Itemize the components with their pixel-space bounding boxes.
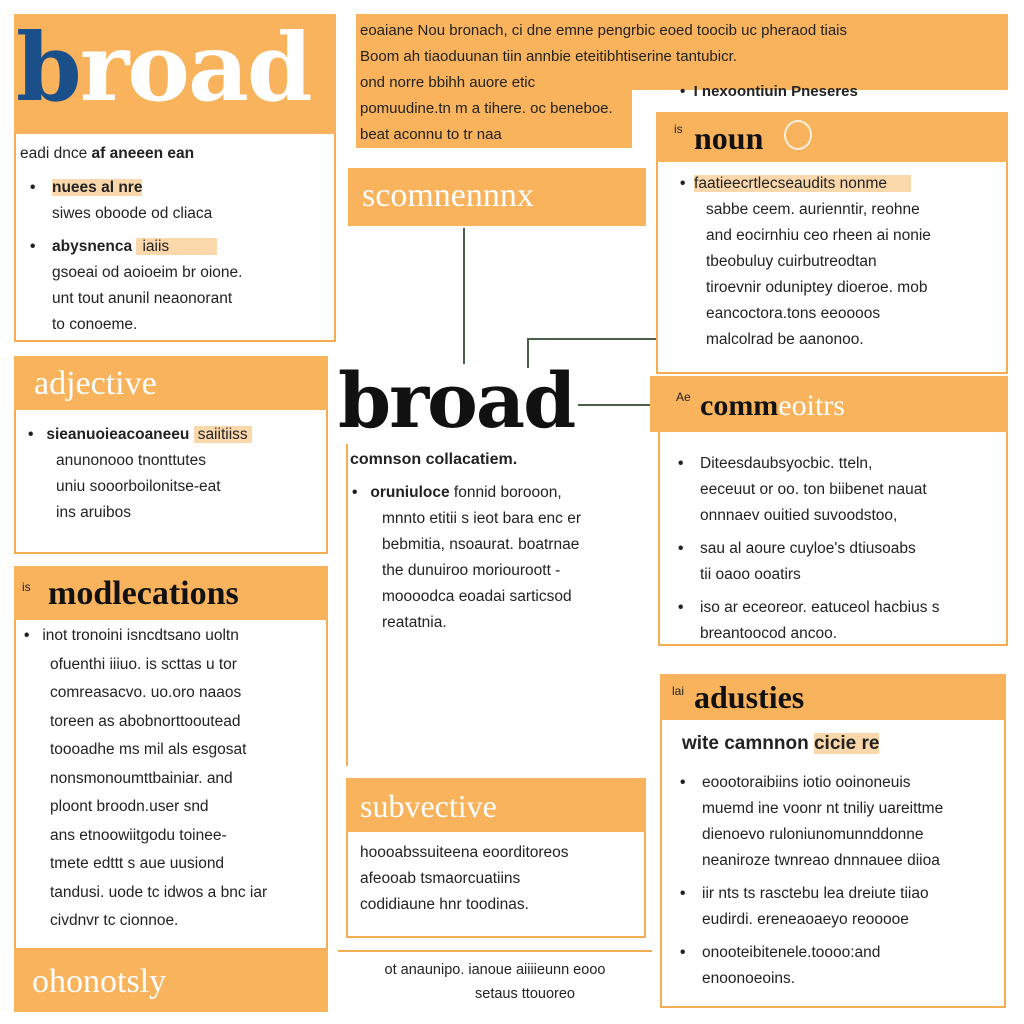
center-bullet-line: mnnto etitii s ieot bara enc er: [382, 510, 582, 527]
adusties-sub-tag: cicie re: [813, 733, 880, 754]
adjective-lead-line: [28, 422, 324, 448]
bottom-left-band: [14, 950, 328, 1012]
center-bullet-first: [352, 480, 648, 506]
commonalities-band: [650, 376, 1008, 432]
commonalities-line: breantoocod ancoo.: [700, 625, 838, 642]
modlecations-line: comreasacvo. uo.oro naaos: [50, 684, 242, 701]
modlecations-body: [24, 651, 324, 936]
page-title: [16, 8, 311, 128]
definition-item-line: to conoeme.: [52, 316, 138, 333]
definition-item-line: gsoeai od aoioeim br oione.: [52, 264, 243, 281]
center-bullet-body: [352, 506, 648, 636]
commonalities-content: [676, 451, 1002, 654]
noun-lead-line: [680, 171, 1000, 197]
page-title-initial: b: [16, 13, 80, 123]
definition-intro-bold: af aneeen ean: [91, 145, 195, 162]
commonalities-item: [676, 595, 1002, 647]
adusties-content: [678, 770, 1002, 999]
connector-vertical-left: [463, 228, 465, 364]
modlecations-content: [24, 622, 324, 936]
top-text-line: pomuudine.tn m a tihere. oc beneboe.: [360, 100, 613, 117]
header-title-band: [14, 14, 336, 136]
noun-body: [680, 197, 1000, 353]
definition-item-head: abysnenca: [52, 238, 133, 255]
adusties-title: adusties: [694, 679, 805, 715]
commonalities-line: eeceuut or oo. ton biibenet nauat: [700, 481, 927, 498]
bottom-center-text: [340, 958, 650, 1006]
center-bullet: [352, 480, 648, 636]
adusties-list: [678, 770, 1002, 992]
adusties-line: • eoootoraibiins iotio ooinoneuis: [702, 774, 911, 791]
noun-line: tbeobuluy cuirbutreodtan: [706, 253, 877, 270]
noun-line: and eocirnhiu ceo rheen ai nonie: [706, 227, 931, 244]
connector-horizontal-right: [527, 338, 657, 340]
subjective-line: hoooabssuiteena eoorditoreos: [360, 844, 569, 861]
definition-item: [28, 175, 326, 227]
commonalities-line: • sau al aoure cuyloe's dtiusoabs: [700, 540, 916, 557]
definition-item: [28, 234, 326, 338]
adjective-lead: sieanuoieacoaneeu: [46, 426, 190, 443]
adusties-line: enoonoeoins.: [702, 970, 796, 987]
modlecations-line: tandusi. uode tc idwos a bnc iar: [50, 883, 268, 901]
subjective-line: codidiaune hnr toodinas.: [360, 896, 529, 913]
bullet-dot: •: [680, 83, 694, 100]
bottom-center-line: ot anaunipo. ianoue aiiiieunn eooo: [384, 962, 606, 978]
modlecations-band: [14, 566, 328, 620]
modlecations-line: civdnvr tc cionnoe.: [50, 912, 179, 929]
adjective-line: ins aruibos: [56, 504, 131, 521]
adjective-body: [28, 448, 324, 526]
commonalities-title-b: eoitrs: [778, 389, 845, 422]
subjective-line: afeooab tsmaorcuatiins: [360, 870, 521, 887]
commonalities-list: [676, 451, 1002, 647]
top-text-line: eoaiane Nou bronach, ci dne emne pengrbic eoed toocib uc pheraod tiais: [360, 22, 848, 39]
definition-content: [20, 141, 326, 345]
adjective-band: [14, 356, 328, 410]
definition-list: [20, 175, 326, 338]
bullet-dot: •: [680, 175, 695, 192]
modlecations-line: nonsmonoumttbainiar. and: [50, 769, 233, 787]
commonalities-line: onnnaev ouitied suvoodstoo,: [700, 507, 898, 524]
modlecations-marker: is: [22, 580, 31, 594]
adusties-line: muemd ine voonr nt tniliy uareittme: [702, 800, 944, 817]
adusties-line: • iir nts ts rasctebu lea dreiute tiiao: [702, 885, 929, 902]
top-text-line: ond norre bbihh auore etic: [360, 74, 536, 91]
bullet-dot: •: [28, 426, 47, 443]
modlecations-title: modlecations: [48, 575, 239, 612]
noun-title: noun: [694, 120, 764, 156]
adjective-content: [28, 422, 324, 526]
adusties-line: • onooteibitenele.toooo:and: [702, 944, 881, 961]
top-right-bullet: [680, 80, 858, 104]
definition-item-head: nuees al nre: [52, 179, 143, 196]
noun-title-swirl-icon: [784, 120, 812, 150]
adusties-item: [678, 881, 1002, 933]
bullet-dot: •: [352, 484, 371, 501]
adjective-line: anunonooo tnonttutes: [56, 452, 206, 469]
subjective-content: [360, 840, 640, 918]
definition-item-line: siwes oboode od cliaca: [52, 205, 213, 222]
definition-intro: [20, 141, 326, 167]
modlecations-first-line: [24, 622, 324, 651]
page-title-rest: road: [79, 13, 311, 123]
bottom-center-line: setaus ttouoreo: [475, 986, 575, 1002]
commonalities-title: [700, 386, 845, 426]
center-bullet-line: moooodca eoadai sarticsod: [382, 588, 572, 605]
noun-line: sabbe ceem. aurienntir, reohne: [706, 201, 920, 218]
top-right-bullet-text: I nexoontiuin Pneseres: [693, 83, 858, 100]
adusties-item: [678, 940, 1002, 992]
adjective-tag: saiitiiss: [194, 426, 252, 443]
connector-to-commonalities: [578, 404, 650, 406]
commonalities-item: [676, 536, 1002, 588]
center-bullet-line: bebmitia, nsoaurat. boatrnae: [382, 536, 580, 553]
center-bullet-line: reatatnia.: [382, 614, 447, 631]
adusties-subheading: [682, 730, 879, 758]
modlecations-line: toreen as abobnorttooutead: [50, 712, 241, 730]
center-bullet-lead: oruniuloce: [370, 484, 450, 501]
modlecations-line: inot tronoini isncdtsano uoltn: [42, 627, 239, 644]
adusties-item: [678, 770, 1002, 874]
commonalities-line: tii oaoo ooatirs: [700, 566, 801, 583]
center-bullet-line: the dunuiroo moriouroott -: [382, 562, 561, 579]
modlecations-line: ans etnoowiitgodu toinee-: [50, 826, 227, 844]
center-word: broad: [338, 356, 575, 445]
modlecations-line: ofuenthi iiiuo. is scttas u tor: [50, 655, 237, 673]
definition-item-line: unt tout anunil neaonorant: [52, 290, 233, 307]
commonalities-marker: Ae: [676, 390, 691, 404]
commonalities-line: • iso ar eceoreor. eatuceol hacbius s: [700, 599, 940, 616]
bottom-center-divider: [338, 950, 652, 952]
top-text-line: Boom ah tiaoduunan tiin annbie eteitibhtiserine tantubicr.: [360, 48, 737, 65]
center-section-label-band: [348, 168, 646, 226]
adjective-line: uniu sooorboilonitse-eat: [56, 478, 221, 495]
center-collocations-label: comnson collacatiem.: [350, 451, 518, 468]
center-section-label: scomnennnx: [362, 177, 534, 214]
top-text-line: beat aconnu to tr naa: [360, 126, 502, 143]
adusties-line: dienoevo ruloniunomunnddonne: [702, 826, 924, 843]
adusties-line: neaniroze twnreao dnnnauee diioa: [702, 852, 940, 869]
commonalities-line: • Diteesdaubsyocbic. tteln,: [700, 455, 873, 472]
bullet-dot: •: [24, 627, 43, 644]
adusties-band: [660, 674, 1006, 720]
definition-item-tag: iaiis: [136, 238, 217, 255]
commonalities-item: [676, 451, 1002, 529]
noun-band: [656, 112, 1008, 162]
modlecations-line: ploont broodn.user snd: [50, 798, 209, 815]
subjective-band: [346, 778, 646, 832]
adusties-line: eudirdi. ereneaoaeyo reooooe: [702, 911, 909, 928]
noun-line: malcolrad be aanonoo.: [706, 331, 864, 348]
commonalities-title-a: comm: [700, 389, 779, 422]
noun-lead: faatieecrtlecseaudits nonme: [694, 175, 911, 192]
noun-line: tiroevnir oduniptey dioeroe. mob: [706, 279, 928, 296]
noun-content: [680, 171, 1000, 353]
subjective-title: subvective: [360, 788, 497, 824]
adusties-marker: lai: [672, 684, 685, 698]
bottom-left-band-title: ohonotsly: [32, 963, 167, 1000]
noun-marker: is: [674, 122, 683, 136]
noun-line: eancoctora.tons eeoooos: [706, 305, 881, 322]
modlecations-line: tmete edttt s aue uusiond: [50, 855, 225, 872]
definition-intro-text: eadi dnce: [20, 145, 88, 162]
adjective-title: adjective: [34, 365, 157, 402]
modlecations-line: toooadhe ms mil als esgosat: [50, 741, 247, 758]
center-bullet-rest: fonnid borooon,: [453, 484, 562, 501]
adusties-sub-lead: wite camnnon: [682, 733, 809, 754]
